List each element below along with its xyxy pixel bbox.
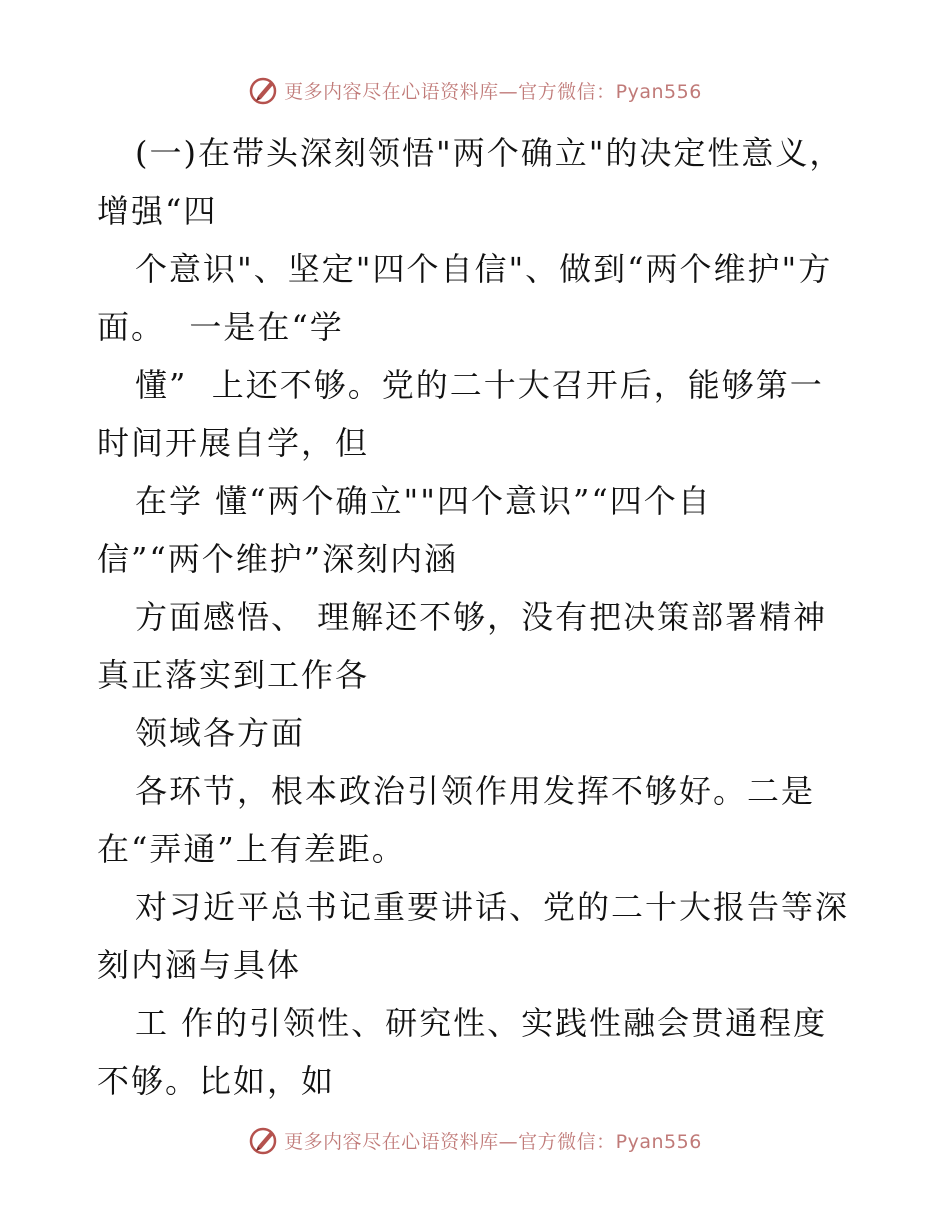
text-line: 各环节，根本政治引领作用发挥不够好。二是: [135, 772, 816, 810]
text-line: 信”“两个维护”深刻内涵: [97, 540, 459, 578]
text-line: 不够。比如，如: [97, 1062, 336, 1100]
text-line: (一)在带头深刻领悟"两个确立"的决定性意义，: [135, 134, 844, 172]
header-watermark: [0, 70, 950, 110]
text-line: 增强“四: [97, 192, 218, 230]
text-line: 面。 一是在“学: [97, 308, 344, 346]
pen-seal-icon: [248, 74, 280, 106]
text-line: 领域各方面: [135, 714, 306, 752]
text-line: 刻内涵与具体: [97, 946, 302, 984]
document-body: [97, 124, 857, 1110]
text-line: 工 作的引领性、研究性、实践性融会贯通程度: [135, 1004, 828, 1042]
text-line: 在“弄通”上有差距。: [97, 830, 406, 868]
footer-watermark: [0, 1120, 950, 1160]
text-line: 个意识"、坚定"四个自信"、做到“两个维护"方: [135, 250, 833, 288]
pen-seal-icon: [248, 1124, 280, 1156]
watermark-text: 更多内容尽在心语资料库—官方微信：Pyan556: [284, 80, 702, 103]
text-line: 方面感悟、 理解还不够，没有把决策部署精神: [135, 598, 828, 636]
text-line: 对习近平总书记重要讲话、党的二十大报告等深: [135, 888, 850, 926]
watermark-text: 更多内容尽在心语资料库—官方微信：Pyan556: [284, 1130, 702, 1153]
text-line: 在学 懂“两个确立""四个意识”“四个自: [135, 482, 712, 520]
text-line: 真正落实到工作各: [97, 656, 370, 694]
text-line: 懂” 上还不够。党的二十大召开后，能够第一: [135, 366, 824, 404]
text-line: 时间开展自学，但: [97, 424, 370, 462]
